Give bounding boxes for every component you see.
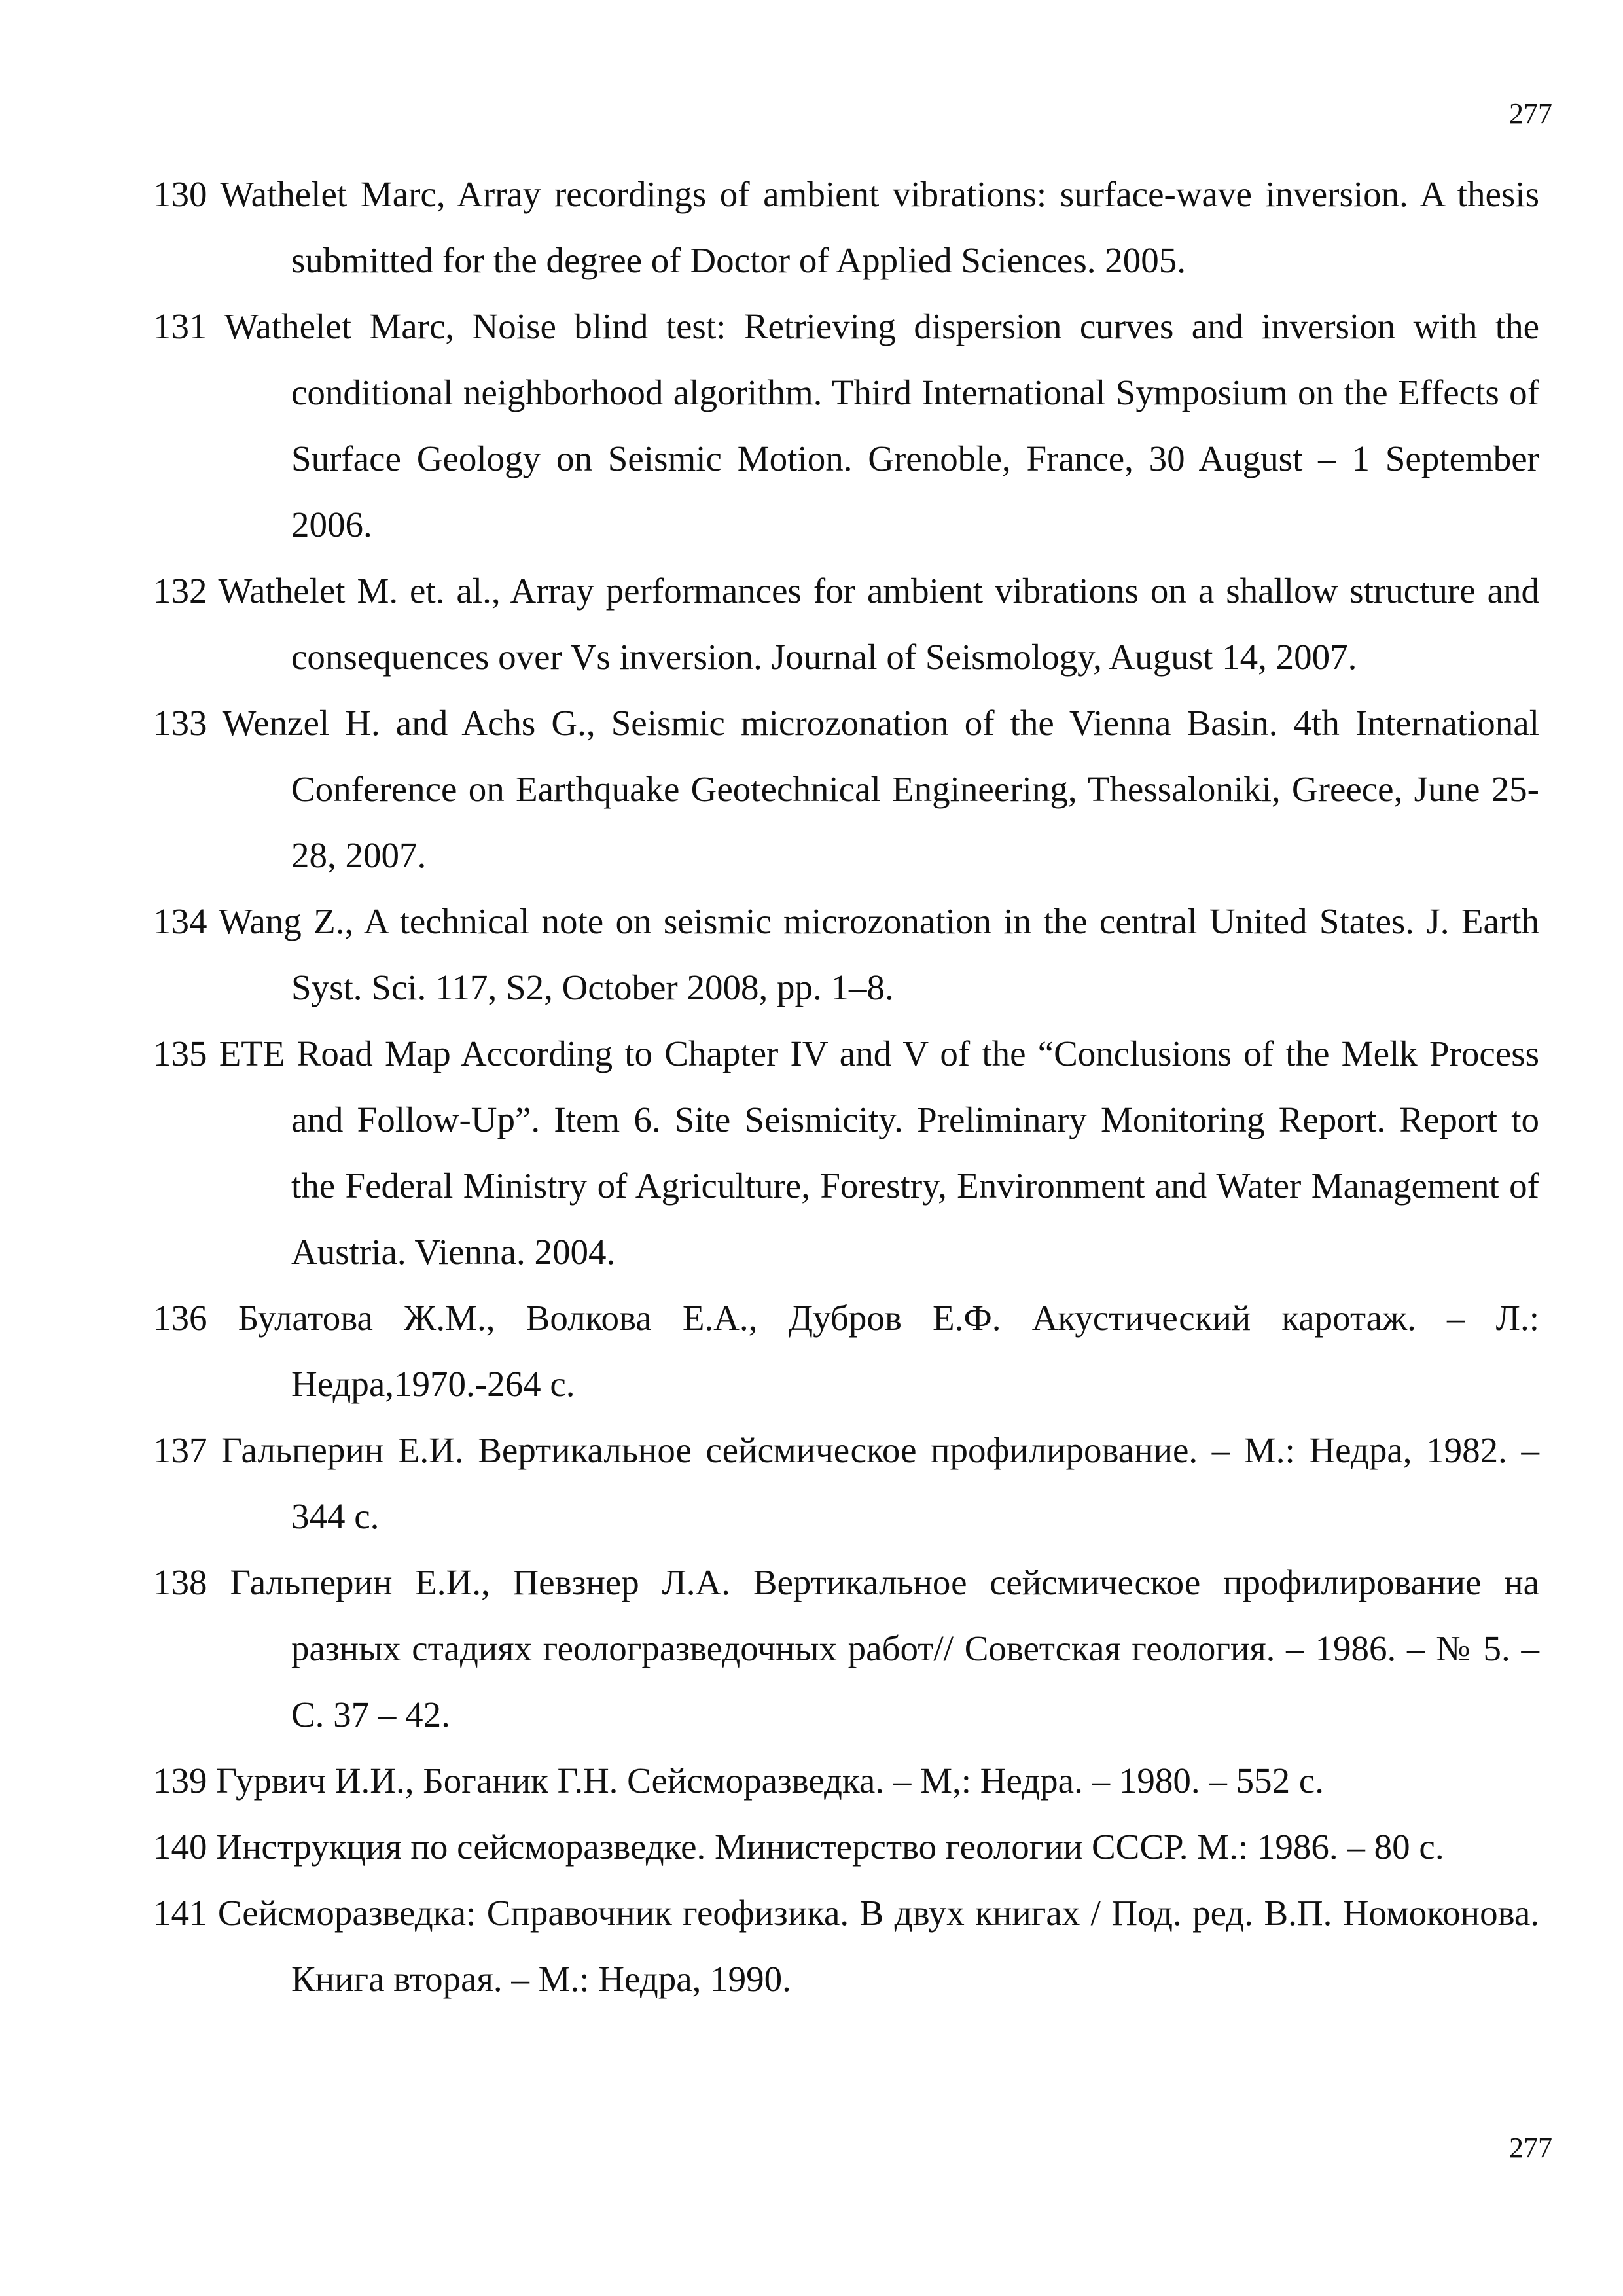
reference-item [153, 558, 1539, 690]
reference-item [153, 1748, 1539, 1814]
page-number-top: 277 [1509, 98, 1552, 130]
reference-text: Булатова Ж.М., Волкова Е.А., Дубров Е.Ф. Акустический каротаж. – Л.: Недра,1970.-264 с. [238, 1298, 1540, 1404]
reference-number: 134 [153, 901, 207, 941]
reference-number: 135 [153, 1033, 207, 1073]
reference-text: Wathelet Marc, Array recordings of ambient vibrations: surface-wave inversion. A thesis submitted for the degree of Doctor of Applied Sciences. 2005. [220, 174, 1539, 280]
reference-number: 140 [153, 1827, 207, 1867]
reference-text: Сейсморазведка: Справочник геофизика. В двух книгах / Под. ред. В.П. Номоконова. Книга вторая. – М.: Недра, 1990. [217, 1893, 1540, 1999]
page-number-bottom: 277 [1509, 2132, 1552, 2164]
reference-text: Гальперин Е.И., Певзнер Л.А. Вертикальное сейсмическое профилирование на разных стадиях геологразведочных работ// Советская геология. – 1986. – № 5. – С. 37 – 42. [230, 1562, 1540, 1734]
reference-number: 139 [153, 1761, 207, 1801]
reference-text: Инструкция по сейсморазведке. Министерство геологии СССР. М.: 1986. – 80 с. [216, 1827, 1444, 1867]
reference-text: Wang Z., A technical note on seismic microzonation in the central United States. J. Earth Syst. Sci. 117, S2, October 2008, pp. 1–8. [218, 901, 1540, 1007]
reference-number: 130 [153, 174, 207, 214]
reference-list [153, 161, 1539, 2012]
reference-item [153, 293, 1539, 558]
reference-text: Wenzel H. and Achs G., Seismic microzonation of the Vienna Basin. 4th International Conference on Earthquake Geotechnical Engineering, Thessaloniki, Greece, June 25-28, 2007. [222, 703, 1539, 875]
reference-text: Wathelet M. et. al., Array performances for ambient vibrations on a shallow structure and consequences over Vs inversion. Journal of Seismology, August 14, 2007. [218, 571, 1539, 677]
reference-item [153, 888, 1539, 1020]
reference-text: Wathelet Marc, Noise blind test: Retrieving dispersion curves and inversion with the conditional neighborhood algorithm. Third International Symposium on the Effects of Surface Geology on Seismic Motion. Grenoble, France, 30 August – 1 September 2006. [224, 306, 1539, 545]
reference-item [153, 1814, 1539, 1880]
reference-item [153, 1880, 1539, 2012]
reference-item [153, 1417, 1539, 1549]
reference-item [153, 1549, 1539, 1748]
reference-text: Гурвич И.И., Боганик Г.Н. Сейсморазведка. – М,: Недра. – 1980. – 552 с. [216, 1761, 1324, 1801]
reference-text: ETE Road Map According to Chapter IV and V of the “Conclusions of the Melk Process and Follow-Up”. Item 6. Site Seismicity. Preliminary Monitoring Report. Report to the Federal Ministry of Agriculture, Forestry, Environment and Water Management of Austria. Vienna. 2004. [219, 1033, 1540, 1272]
reference-text: Гальперин Е.И. Вертикальное сейсмическое профилирование. – М.: Недра, 1982. – 344 с. [221, 1430, 1540, 1536]
reference-number: 136 [153, 1298, 207, 1338]
reference-number: 138 [153, 1562, 207, 1602]
reference-number: 141 [153, 1893, 207, 1933]
reference-item [153, 1020, 1539, 1285]
reference-number: 131 [153, 306, 207, 346]
reference-number: 132 [153, 571, 207, 611]
reference-number: 133 [153, 703, 207, 743]
reference-item [153, 1285, 1539, 1417]
reference-item [153, 161, 1539, 293]
reference-item [153, 690, 1539, 888]
reference-number: 137 [153, 1430, 207, 1470]
